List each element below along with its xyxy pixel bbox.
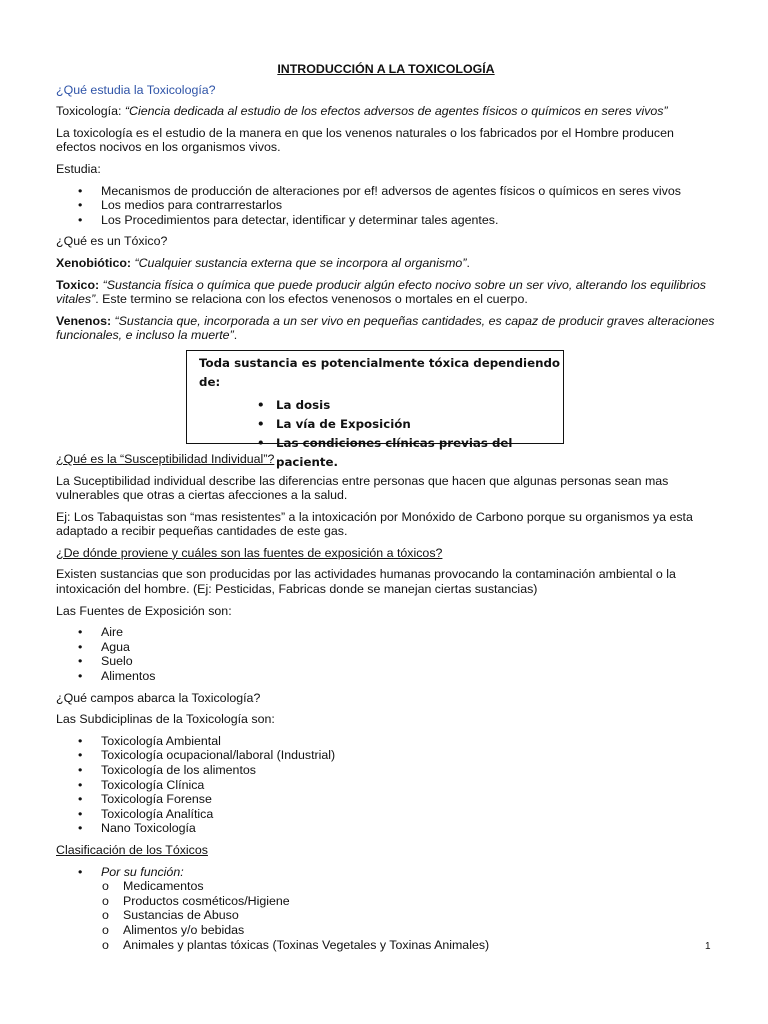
definition-xenobiotico <box>56 256 716 271</box>
question-susceptibilidad: ¿Qué es la “Susceptibilidad Individual”? <box>56 451 275 466</box>
clasificacion-label: Por su función: <box>101 864 184 879</box>
question-fuentes: ¿De dónde proviene y cuáles son las fuentes de exposición a tóxicos? <box>56 545 443 560</box>
definition-toxico <box>56 278 716 307</box>
fuentes-list <box>56 625 716 683</box>
list-item: • Aire <box>56 625 716 640</box>
list-item: • Mecanismos de producción de alteraciones por ef! adversos de agentes físicos o químicos en seres vivos <box>56 184 716 199</box>
sublist-item: o Animales y plantas tóxicas (Toxinas Vegetales y Toxinas Animales) <box>56 938 716 953</box>
term-label: Toxico: <box>56 277 100 292</box>
list-item: • Las condiciones clínicas previas del paciente. <box>199 434 563 472</box>
sublist-item: o Sustancias de Abuso <box>56 908 716 923</box>
question-campos: ¿Qué campos abarca la Toxicología? <box>56 690 261 705</box>
list-item: • Toxicología Analítica <box>56 807 716 822</box>
term-quote: “Sustancia física o química que puede producir algún efecto nocivo sobre un ser vivo, alterando los equilibrios vitales” <box>56 277 706 307</box>
list-item: • Toxicología Ambiental <box>56 734 716 749</box>
list-item: • Toxicología ocupacional/laboral (Industrial) <box>56 748 716 763</box>
sublist-item: o Alimentos y/o bebidas <box>56 923 716 938</box>
list-item: • Toxicología Clínica <box>56 778 716 793</box>
subdisciplinas-list <box>56 734 716 836</box>
definition-toxicologia <box>56 104 716 119</box>
definition-label: Toxicología: <box>56 104 125 119</box>
term-tail: . <box>233 328 238 343</box>
fuentes-label: Las Fuentes de Exposición son: <box>56 603 232 618</box>
page-number: 1 <box>705 941 711 952</box>
list-item: • Nano Toxicología <box>56 821 716 836</box>
term-quote: “Cualquier sustancia externa que se incorpora al organismo” <box>131 255 467 270</box>
estudia-label: Estudia: <box>56 161 101 176</box>
box-list <box>199 396 563 472</box>
list-item: • Toxicología de los alimentos <box>56 763 716 778</box>
sublist-item: o Productos cosméticos/Higiene <box>56 894 716 909</box>
fuentes-paragraph: Existen sustancias que son producidas por las actividades humanas provocando la contaminación ambiental o la intoxicación del hombre. (Ej: Pesticidas, Fabricas donde se manejan ciertas sustancias) <box>56 567 676 597</box>
intro-paragraph: La toxicología es el estudio de la manera en que los venenos naturales o los fabricados por el Hombre producen efectos nocivos en los organismos vivos. <box>56 125 674 155</box>
example-paragraph: Ej: Los Tabaquistas son “mas resistentes” a la intoxicación por Monóxido de Carbono porque su organismos ya esta adaptado a recibir pequeñas cantidades de este gas. <box>56 509 693 539</box>
funcion-sublist <box>56 879 716 952</box>
box-heading: Toda sustancia es potencialmente tóxica dependiendo de: <box>199 355 561 389</box>
list-item: • Alimentos <box>56 669 716 684</box>
list-item: • Los medios para contrarrestarlos <box>56 198 716 213</box>
page-title: INTRODUCCIÓN A LA TOXICOLOGÍA <box>277 62 495 76</box>
list-item <box>56 865 716 880</box>
list-item: • Los Procedimientos para detectar, identificar y determinar tales agentes. <box>56 213 716 228</box>
clasificacion-list <box>56 865 716 880</box>
term-quote: “Sustancia que, incorporada a un ser vivo en pequeñas cantidades, es capaz de producir graves alteraciones funcionales, e incluso la muerte” <box>56 313 715 343</box>
question-que-estudia: ¿Qué estudia la Toxicología? <box>56 82 216 97</box>
list-item: • La vía de Exposición <box>199 415 563 434</box>
list-item: • Suelo <box>56 654 716 669</box>
term-tail: . Este termino se relaciona con los efectos venenosos o mortales en el cuerpo. <box>95 292 528 307</box>
question-que-es-toxico: ¿Qué es un Tóxico? <box>56 234 168 249</box>
term-tail: . <box>466 255 470 270</box>
list-item: • La dosis <box>199 396 563 415</box>
susceptibilidad-paragraph: La Suceptibilidad individual describe las diferencias entre personas que hacen que algunas personas sean mas vulnerables que otras a ciertas afecciones a la salud. <box>56 473 669 503</box>
term-label: Xenobiótico: <box>56 255 132 270</box>
estudia-list <box>56 184 716 228</box>
key-concept-box <box>186 350 564 469</box>
term-label: Venenos: <box>56 313 112 328</box>
definition-venenos <box>56 314 716 343</box>
list-item: • Toxicología Forense <box>56 792 716 807</box>
document-page <box>56 62 716 952</box>
clasificacion-heading: Clasificación de los Tóxicos <box>56 842 208 857</box>
list-item: • Agua <box>56 640 716 655</box>
subdisciplinas-label: Las Subdiciplinas de la Toxicología son: <box>56 712 275 727</box>
sublist-item: o Medicamentos <box>56 879 716 894</box>
definition-quote: “Ciencia dedicada al estudio de los efectos adversos de agentes físicos o químicos en seres vivos” <box>124 104 668 119</box>
